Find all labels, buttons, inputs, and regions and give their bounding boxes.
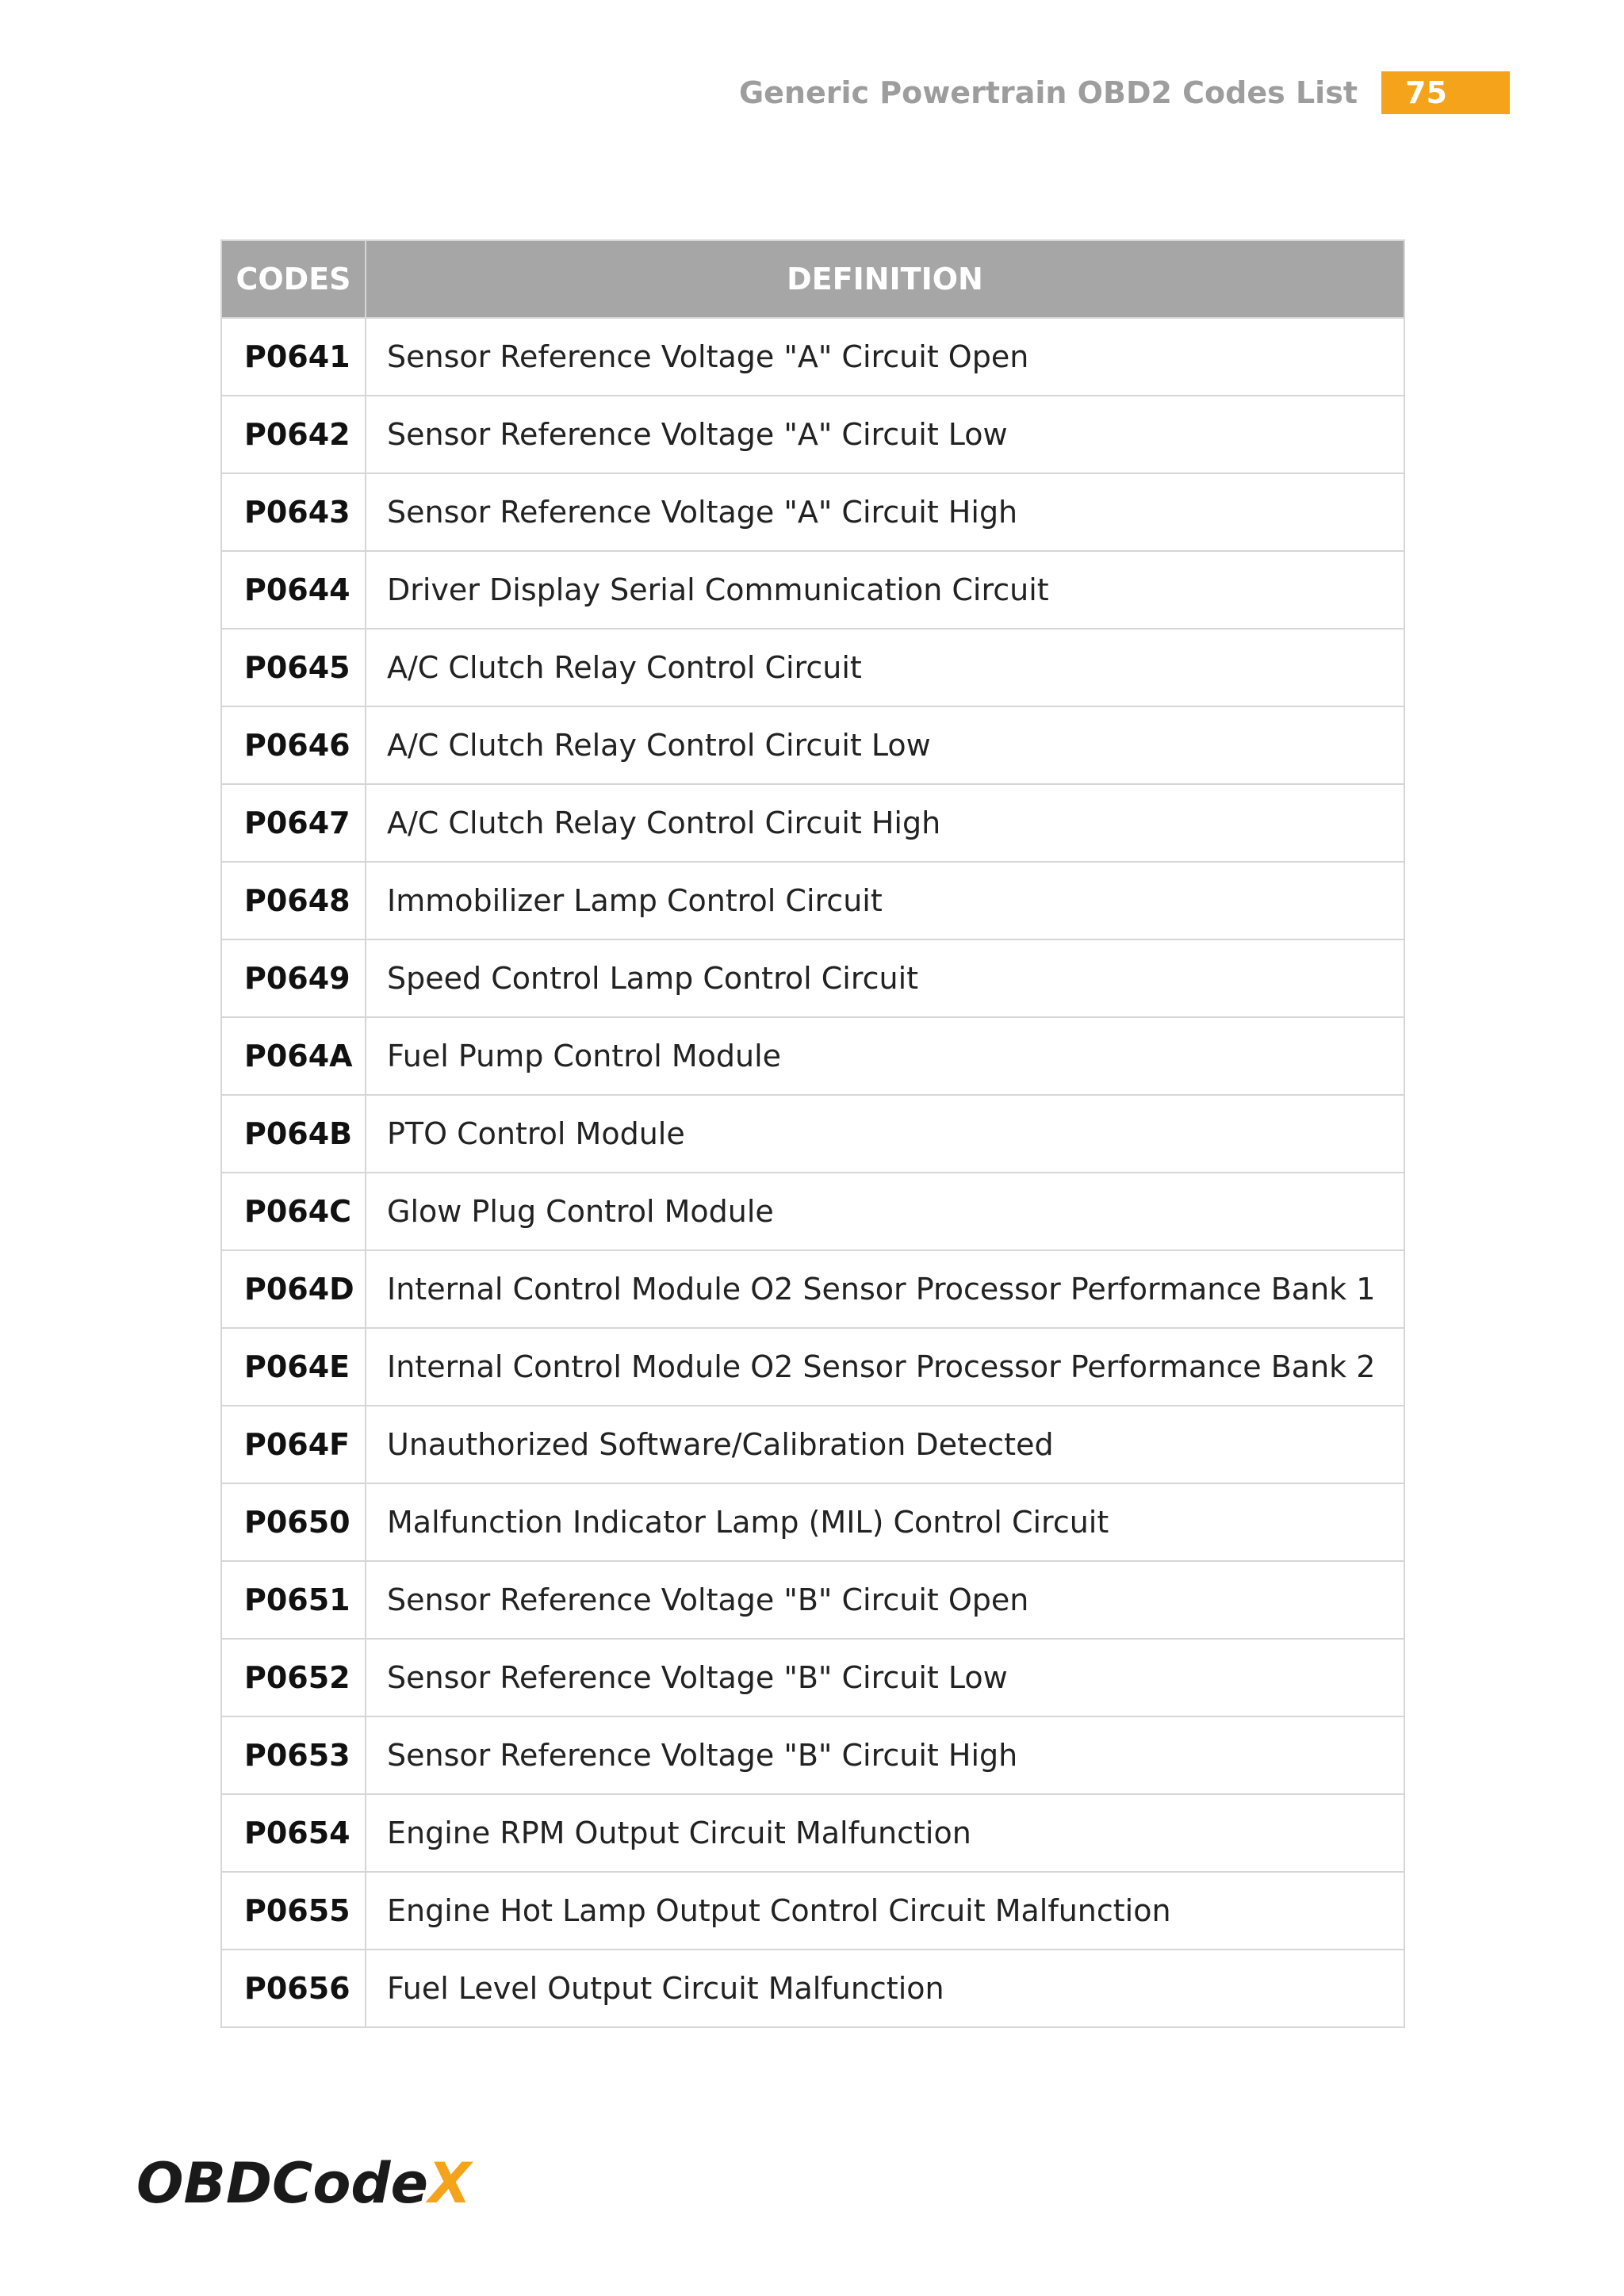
definition-cell: Fuel Level Output Circuit Malfunction [366,1950,1404,2027]
code-cell: P0652 [221,1639,366,1716]
table-row [221,1950,1404,2027]
definition-cell: Internal Control Module O2 Sensor Processor Performance Bank 2 [366,1328,1404,1406]
definition-cell: Internal Control Module O2 Sensor Processor Performance Bank 1 [366,1250,1404,1328]
table-body [221,318,1404,2027]
code-cell: P064E [221,1328,366,1406]
table-row [221,1561,1404,1639]
code-cell: P0653 [221,1716,366,1794]
code-cell: P0642 [221,396,366,473]
table-row [221,1095,1404,1173]
code-cell: P0651 [221,1561,366,1639]
definition-cell: Driver Display Serial Communication Circuit [366,551,1404,629]
table-row [221,1328,1404,1406]
code-cell: P0650 [221,1483,366,1561]
document-title: Generic Powertrain OBD2 Codes List [738,75,1358,110]
code-cell: P064B [221,1095,366,1173]
table-row [221,1483,1404,1561]
table-row [221,473,1404,551]
code-cell: P0641 [221,318,366,396]
code-cell: P0649 [221,939,366,1017]
code-cell: P0647 [221,784,366,862]
logo-wordmark: OBDCodeX [136,2151,471,2216]
column-header-codes: CODES [221,240,366,318]
table-row [221,784,1404,862]
column-header-definition: DEFINITION [366,240,1404,318]
table-row [221,1794,1404,1872]
definition-cell: A/C Clutch Relay Control Circuit [366,629,1404,706]
code-cell: P064D [221,1250,366,1328]
code-cell: P0654 [221,1794,366,1872]
definition-cell: Unauthorized Software/Calibration Detected [366,1406,1404,1483]
definition-cell: Glow Plug Control Module [366,1173,1404,1250]
table-row [221,318,1404,396]
table-row [221,1872,1404,1950]
table-row [221,862,1404,939]
table-header-row [221,240,1404,318]
table-row [221,706,1404,784]
code-cell: P064F [221,1406,366,1483]
code-cell: P0656 [221,1950,366,2027]
table-row [221,939,1404,1017]
code-cell: P064C [221,1173,366,1250]
definition-cell: Malfunction Indicator Lamp (MIL) Control Circuit [366,1483,1404,1561]
table-row [221,1639,1404,1716]
table-row [221,396,1404,473]
definition-cell: Fuel Pump Control Module [366,1017,1404,1095]
table-row [221,1173,1404,1250]
definition-cell: Sensor Reference Voltage "B" Circuit High [366,1716,1404,1794]
obdcodex-logo [136,2151,471,2216]
definition-cell: Engine Hot Lamp Output Control Circuit Malfunction [366,1872,1404,1950]
definition-cell: A/C Clutch Relay Control Circuit High [366,784,1404,862]
page-header [739,71,1510,114]
page-number-badge: 75 [1381,71,1510,114]
definition-cell: Engine RPM Output Circuit Malfunction [366,1794,1404,1872]
definition-cell: Sensor Reference Voltage "A" Circuit Low [366,396,1404,473]
code-cell: P0643 [221,473,366,551]
code-cell: P064A [221,1017,366,1095]
table-row [221,551,1404,629]
code-cell: P0646 [221,706,366,784]
definition-cell: A/C Clutch Relay Control Circuit Low [366,706,1404,784]
table-row [221,1716,1404,1794]
definition-cell: PTO Control Module [366,1095,1404,1173]
code-cell: P0648 [221,862,366,939]
code-cell: P0645 [221,629,366,706]
table-row [221,1250,1404,1328]
codes-table [220,239,1405,2028]
table-row [221,1406,1404,1483]
definition-cell: Sensor Reference Voltage "A" Circuit Open [366,318,1404,396]
definition-cell: Sensor Reference Voltage "A" Circuit High [366,473,1404,551]
code-cell: P0655 [221,1872,366,1950]
definition-cell: Sensor Reference Voltage "B" Circuit Open [366,1561,1404,1639]
table-row [221,629,1404,706]
code-cell: P0644 [221,551,366,629]
definition-cell: Sensor Reference Voltage "B" Circuit Low [366,1639,1404,1716]
definition-cell: Immobilizer Lamp Control Circuit [366,862,1404,939]
table-row [221,1017,1404,1095]
definition-cell: Speed Control Lamp Control Circuit [366,939,1404,1017]
